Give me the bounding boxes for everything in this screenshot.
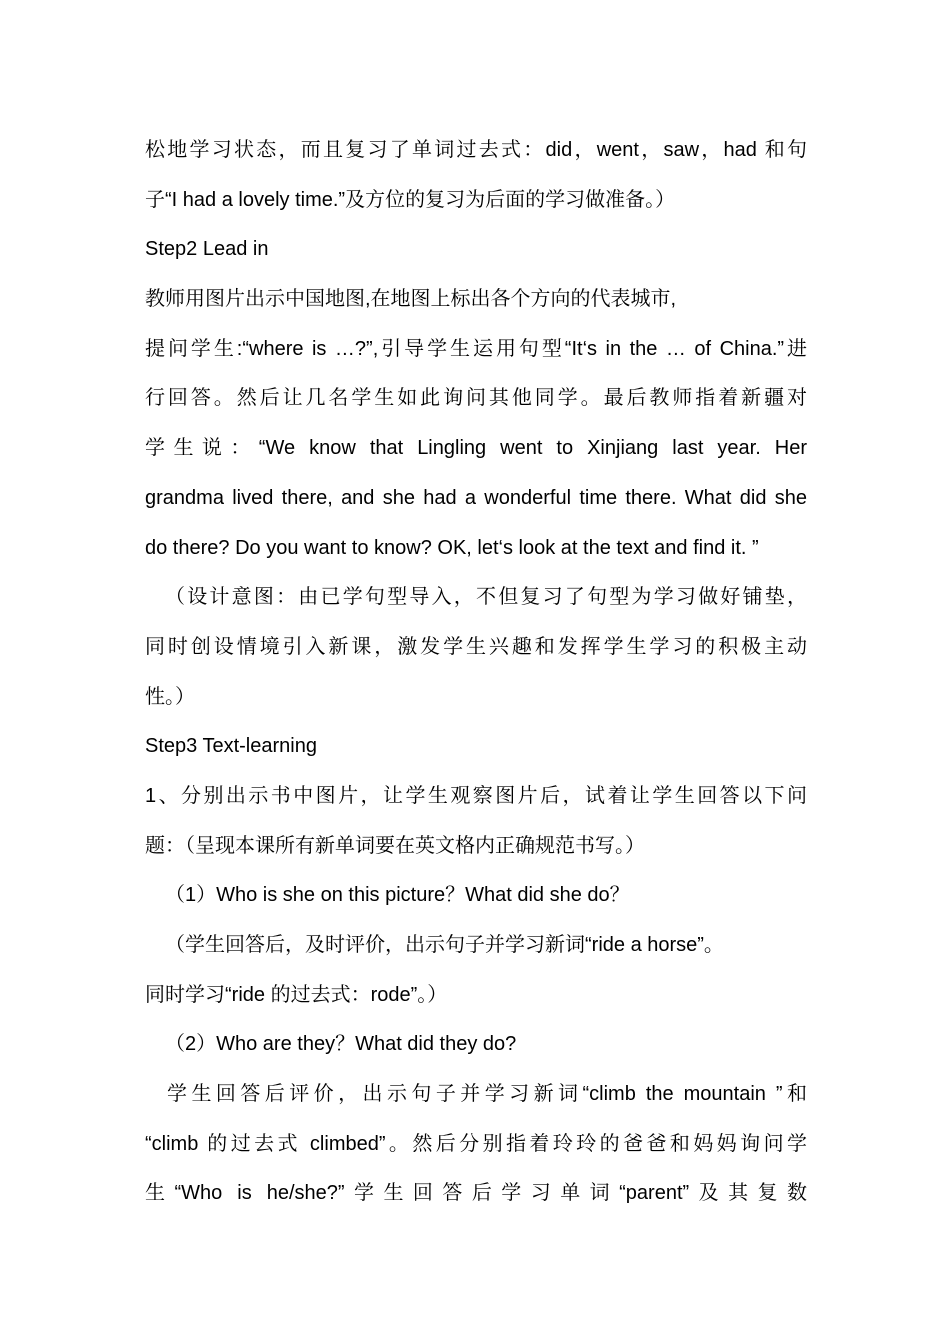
text-line: grandma lived there, and she had a wonderful time there. What did she [145, 486, 807, 509]
text-line: （学生回答后，及时评价，出示句子并学习新词“ride a horse”。 [165, 934, 724, 956]
document-body [145, 126, 807, 1219]
section-heading-step3: Step3 Text-learning [145, 735, 317, 758]
text-line: 教师用图片出示中国地图,在地图上标出各个方向的代表城市, [145, 288, 677, 311]
section-heading-step2: Step2 Lead in [145, 238, 269, 261]
design-intent-line: （设计意图：由已学句型导入，不但复习了句型为学习做好铺垫， [165, 586, 807, 609]
text-line: 题：（呈现本课所有新单词要在英文格内正确规范书写。） [145, 834, 645, 857]
text-line: 行回答。然后让几名学生如此询问其他同学。最后教师指着新疆对 [145, 387, 807, 410]
text-line: 松地学习状态，而且复习了单词过去式：did，went，saw，had 和句 [145, 139, 807, 161]
text-line: 提问学生:“where is …?”,引导学生运用句型“It‘s in the … of China.”进 [145, 337, 807, 360]
question-1: （1）Who is she on this picture？What did she do？ [165, 884, 630, 907]
text-line: “climb 的过去式 climbed”。然后分别指着玲玲的爸爸和妈妈询问学 [145, 1132, 807, 1155]
text-line: 同时创设情境引入新课，激发学生兴趣和发挥学生学习的积极主动 [145, 635, 807, 658]
text-line: 学生回答后评价，出示句子并学习新词“climb the mountain ”和 [167, 1083, 807, 1106]
text-line: 子“I had a lovely time.”及方位的复习为后面的学习做准备。） [145, 188, 676, 211]
text-line: 同时学习“ride 的过去式：rode”。） [145, 983, 448, 1006]
text-line: 生“Who is he/she?”学生回答后学习单词“parent”及其复数 [145, 1182, 807, 1205]
question-2: （2）Who are they？What did they do? [165, 1033, 517, 1056]
text-line: 学生说：“We know that Lingling went to Xinjiang last year. Her [145, 437, 807, 460]
text-line: 1、分别出示书中图片，让学生观察图片后，试着让学生回答以下问 [145, 784, 807, 807]
text-line: do there? Do you want to know? OK, let‘s look at the text and find it. ” [145, 536, 759, 559]
text-line: 性。） [145, 685, 195, 708]
